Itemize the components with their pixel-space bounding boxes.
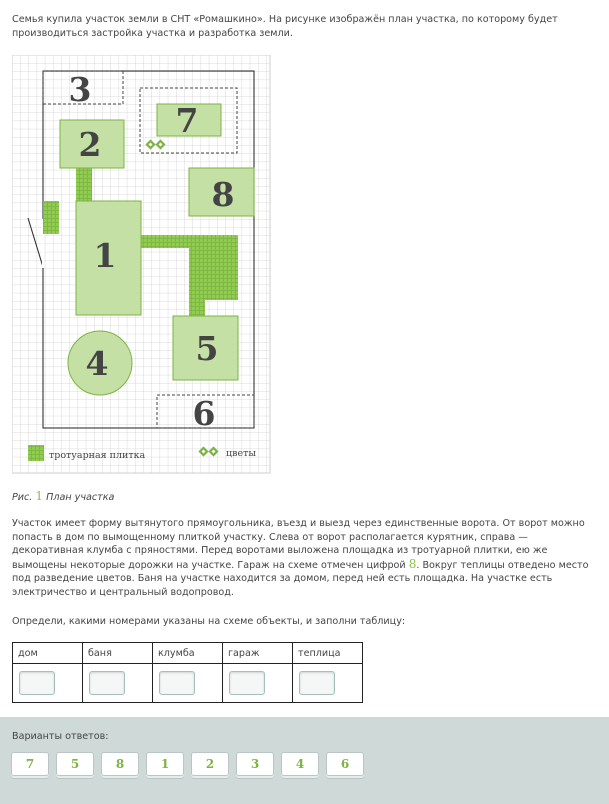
label-1: 1	[93, 236, 117, 275]
tile-path-down	[189, 300, 205, 316]
variant-chips	[11, 752, 364, 776]
label-3: 3	[68, 70, 92, 109]
intro-text: Семья купила участок земли в СНТ «Ромашкино». На рисунке изображён план участка, по которому будет производиться застройка участка и разработка земли.	[12, 14, 558, 39]
variant-chip[interactable]: 4	[281, 752, 319, 776]
label-8: 8	[211, 175, 235, 214]
caption-number: 1	[35, 489, 44, 503]
legend-tile-icon	[28, 445, 44, 461]
variant-chip[interactable]: 8	[101, 752, 139, 776]
variant-chip[interactable]: 3	[236, 752, 274, 776]
variant-chip[interactable]: 1	[146, 752, 184, 776]
label-4: 4	[85, 344, 109, 383]
tile-pad-large	[189, 235, 238, 300]
description-part1: Участок имеет форму вытянутого прямоугольника, въезд и выезд через единственные ворота. От ворот можно попасть в дом по вымощенному плиткой участку. Слева от ворот располагается курятник, справа — декоративная клумба с пряностями. Перед воротами выложена площадка из тротуарной плитки, ею же вымощены некоторые дорожки на участке. Гараж на схеме отмечен цифрой	[12, 518, 585, 571]
header-house: дом	[13, 643, 83, 664]
description-part2: . Вокруг теплицы отведено место под разведение цветов. Баня на участке находится за домом, перед ней есть площадка. На участке есть электричество и центральный водопровод.	[12, 559, 589, 598]
drop-slot-house[interactable]	[19, 671, 55, 695]
tile-path-middle	[141, 235, 189, 248]
tile-pad-gate	[43, 201, 59, 234]
question-text: Определи, какими номерами указаны на схеме объекты, и заполни таблицу:	[12, 616, 406, 627]
description-number: 8	[408, 556, 417, 571]
header-garage: гараж	[223, 643, 293, 664]
drop-slot-bathhouse[interactable]	[89, 671, 125, 695]
variant-chip[interactable]: 5	[56, 752, 94, 776]
answer-table	[12, 642, 363, 703]
legend-flowers-label: цветы	[226, 448, 256, 459]
description-text	[12, 517, 597, 600]
caption-title: План участка	[46, 492, 115, 503]
answer-variants-panel	[0, 717, 609, 804]
label-5: 5	[195, 329, 219, 368]
legend-tile-label: тротуарная плитка	[49, 450, 146, 461]
variant-chip[interactable]: 6	[326, 752, 364, 776]
header-greenhouse: теплица	[293, 643, 363, 664]
variant-chip[interactable]: 7	[11, 752, 49, 776]
drop-slot-garage[interactable]	[229, 671, 265, 695]
figure-caption	[12, 489, 114, 503]
drop-slot-flowerbed[interactable]	[159, 671, 195, 695]
label-2: 2	[78, 125, 102, 164]
label-7: 7	[175, 101, 199, 140]
header-bathhouse: баня	[83, 643, 153, 664]
tile-path-top	[76, 168, 92, 201]
label-6: 6	[192, 394, 216, 433]
header-flowerbed: клумба	[153, 643, 223, 664]
site-plan-figure	[12, 55, 272, 475]
caption-prefix: Рис.	[12, 492, 33, 503]
variants-label: Варианты ответов:	[12, 731, 109, 742]
variant-chip[interactable]: 2	[191, 752, 229, 776]
drop-slot-greenhouse[interactable]	[299, 671, 335, 695]
